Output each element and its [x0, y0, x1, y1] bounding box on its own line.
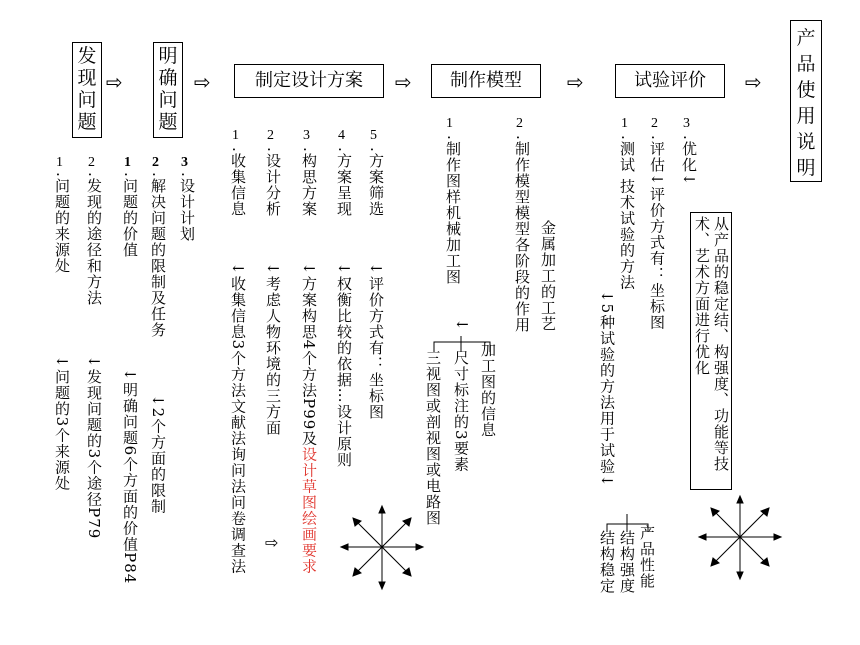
- c2-num-2: 2: [152, 155, 159, 170]
- c2-item-1: .问题的价值: [121, 172, 139, 258]
- c2-item-3: .设计计划: [178, 172, 196, 242]
- c5-item-1-detail: ↓5种试验的方法用于试验↓: [598, 290, 616, 488]
- c3-item-3: .构思方案: [300, 147, 318, 217]
- star-coordinate-icon-2: [699, 496, 781, 579]
- c2-num-3: 3: [181, 155, 188, 170]
- c3-sketch-requirements: 设计草图绘画要求: [300, 446, 318, 575]
- star-coordinate-icon-1: [341, 506, 423, 589]
- c2-item-1-detail: ↓明确问题6个方面的价值P84: [121, 368, 139, 585]
- step-discover-label: 发现问题: [77, 45, 97, 133]
- c3-num-5: 5: [370, 128, 377, 143]
- c3-hook-arrow: ⇨: [265, 533, 279, 552]
- arrow-2: ⇨: [194, 70, 211, 94]
- c3-item-4-detail: ↓权衡比较的依据…设计原则: [335, 262, 353, 468]
- c1-item-1: .问题的来源处: [53, 172, 71, 274]
- step-make-model-label: 制作模型: [450, 70, 522, 91]
- c1-num-2: 2: [88, 155, 95, 170]
- c4-branch-connector: [434, 342, 490, 352]
- c3-num-3: 3: [303, 128, 310, 143]
- c5-num-2: 2: [651, 116, 658, 131]
- c4-item-1: .制作图样机械加工图: [444, 135, 462, 285]
- c3-num-2: 2: [267, 128, 274, 143]
- c5-branch-2: 结构强度: [618, 530, 636, 594]
- c5-item-2: .评估↓评价方式有：坐标图: [648, 135, 666, 331]
- c5-branch-3: 产品性能: [638, 525, 656, 589]
- c3-item-3-detail-text: ↓方案构思4个方法P99及: [300, 262, 318, 447]
- c2-item-2-detail: ↓2个方面的限制: [149, 394, 167, 515]
- c5-num-1: 1: [621, 116, 628, 131]
- c4-item-2-extra: 金属加工的工艺: [539, 220, 557, 332]
- c4-num-1: 1: [446, 116, 453, 131]
- c3-item-5-detail: ↓评价方式有：坐标图: [367, 262, 385, 420]
- c4-num-2: 2: [516, 116, 523, 131]
- c4-item-2: .制作模型模型各阶段的作用: [513, 135, 531, 333]
- c3-item-4: .方案呈现: [335, 147, 353, 217]
- step-test-evaluate-label: 试验评价: [634, 70, 706, 91]
- c1-item-1-detail: ↓问题的3个来源处: [53, 355, 71, 492]
- c3-num-1: 1: [232, 128, 239, 143]
- c2-num-1: 1: [124, 155, 131, 170]
- c3-num-4: 4: [338, 128, 345, 143]
- c3-item-1: .收集信息: [229, 147, 247, 217]
- c3-item-5: .方案筛选: [367, 147, 385, 217]
- c1-num-1: 1: [56, 155, 63, 170]
- c3-item-1-detail: ↓收集信息3个方法文献法询问法问卷调查法: [229, 262, 247, 575]
- step-define-label: 明确问题: [158, 45, 178, 133]
- c5-branch-1: 结构稳定: [598, 530, 616, 594]
- c1-item-2: .发现的途径和方法: [85, 172, 103, 306]
- c1-item-2-detail: ↓发现问题的3个途径P79: [85, 355, 103, 540]
- step-design-plan-label: 制定设计方案: [255, 70, 363, 91]
- c3-item-2-detail: ↓考虑人物环境的三方面: [264, 262, 282, 436]
- c2-item-2: .解决问题的限制及任务: [149, 172, 167, 338]
- c5-item-1: .测试 技术试验的方法: [618, 135, 636, 291]
- c3-item-2: .设计分析: [264, 147, 282, 217]
- arrow-5: ⇨: [745, 70, 762, 94]
- c4-branch-3: 加工图的信息: [479, 342, 497, 438]
- c4-branch-1: 三视图或剖视图或电路图: [424, 350, 442, 526]
- c4-item-1-arrow: ↓: [453, 318, 471, 332]
- arrow-4: ⇨: [567, 70, 584, 94]
- c4-branch-2: 尺寸标注的3要素: [452, 350, 470, 473]
- c5-item-3: .优化↓: [680, 135, 698, 187]
- step-product-manual-label: 产品使用说明: [796, 27, 816, 179]
- arrow-1: ⇨: [106, 70, 123, 94]
- c5-num-3: 3: [683, 116, 690, 131]
- c5-optimize-text: 从产品的稳定结、构强度、功能等技术、艺术方面进行优化: [693, 216, 730, 472]
- arrow-3: ⇨: [395, 70, 412, 94]
